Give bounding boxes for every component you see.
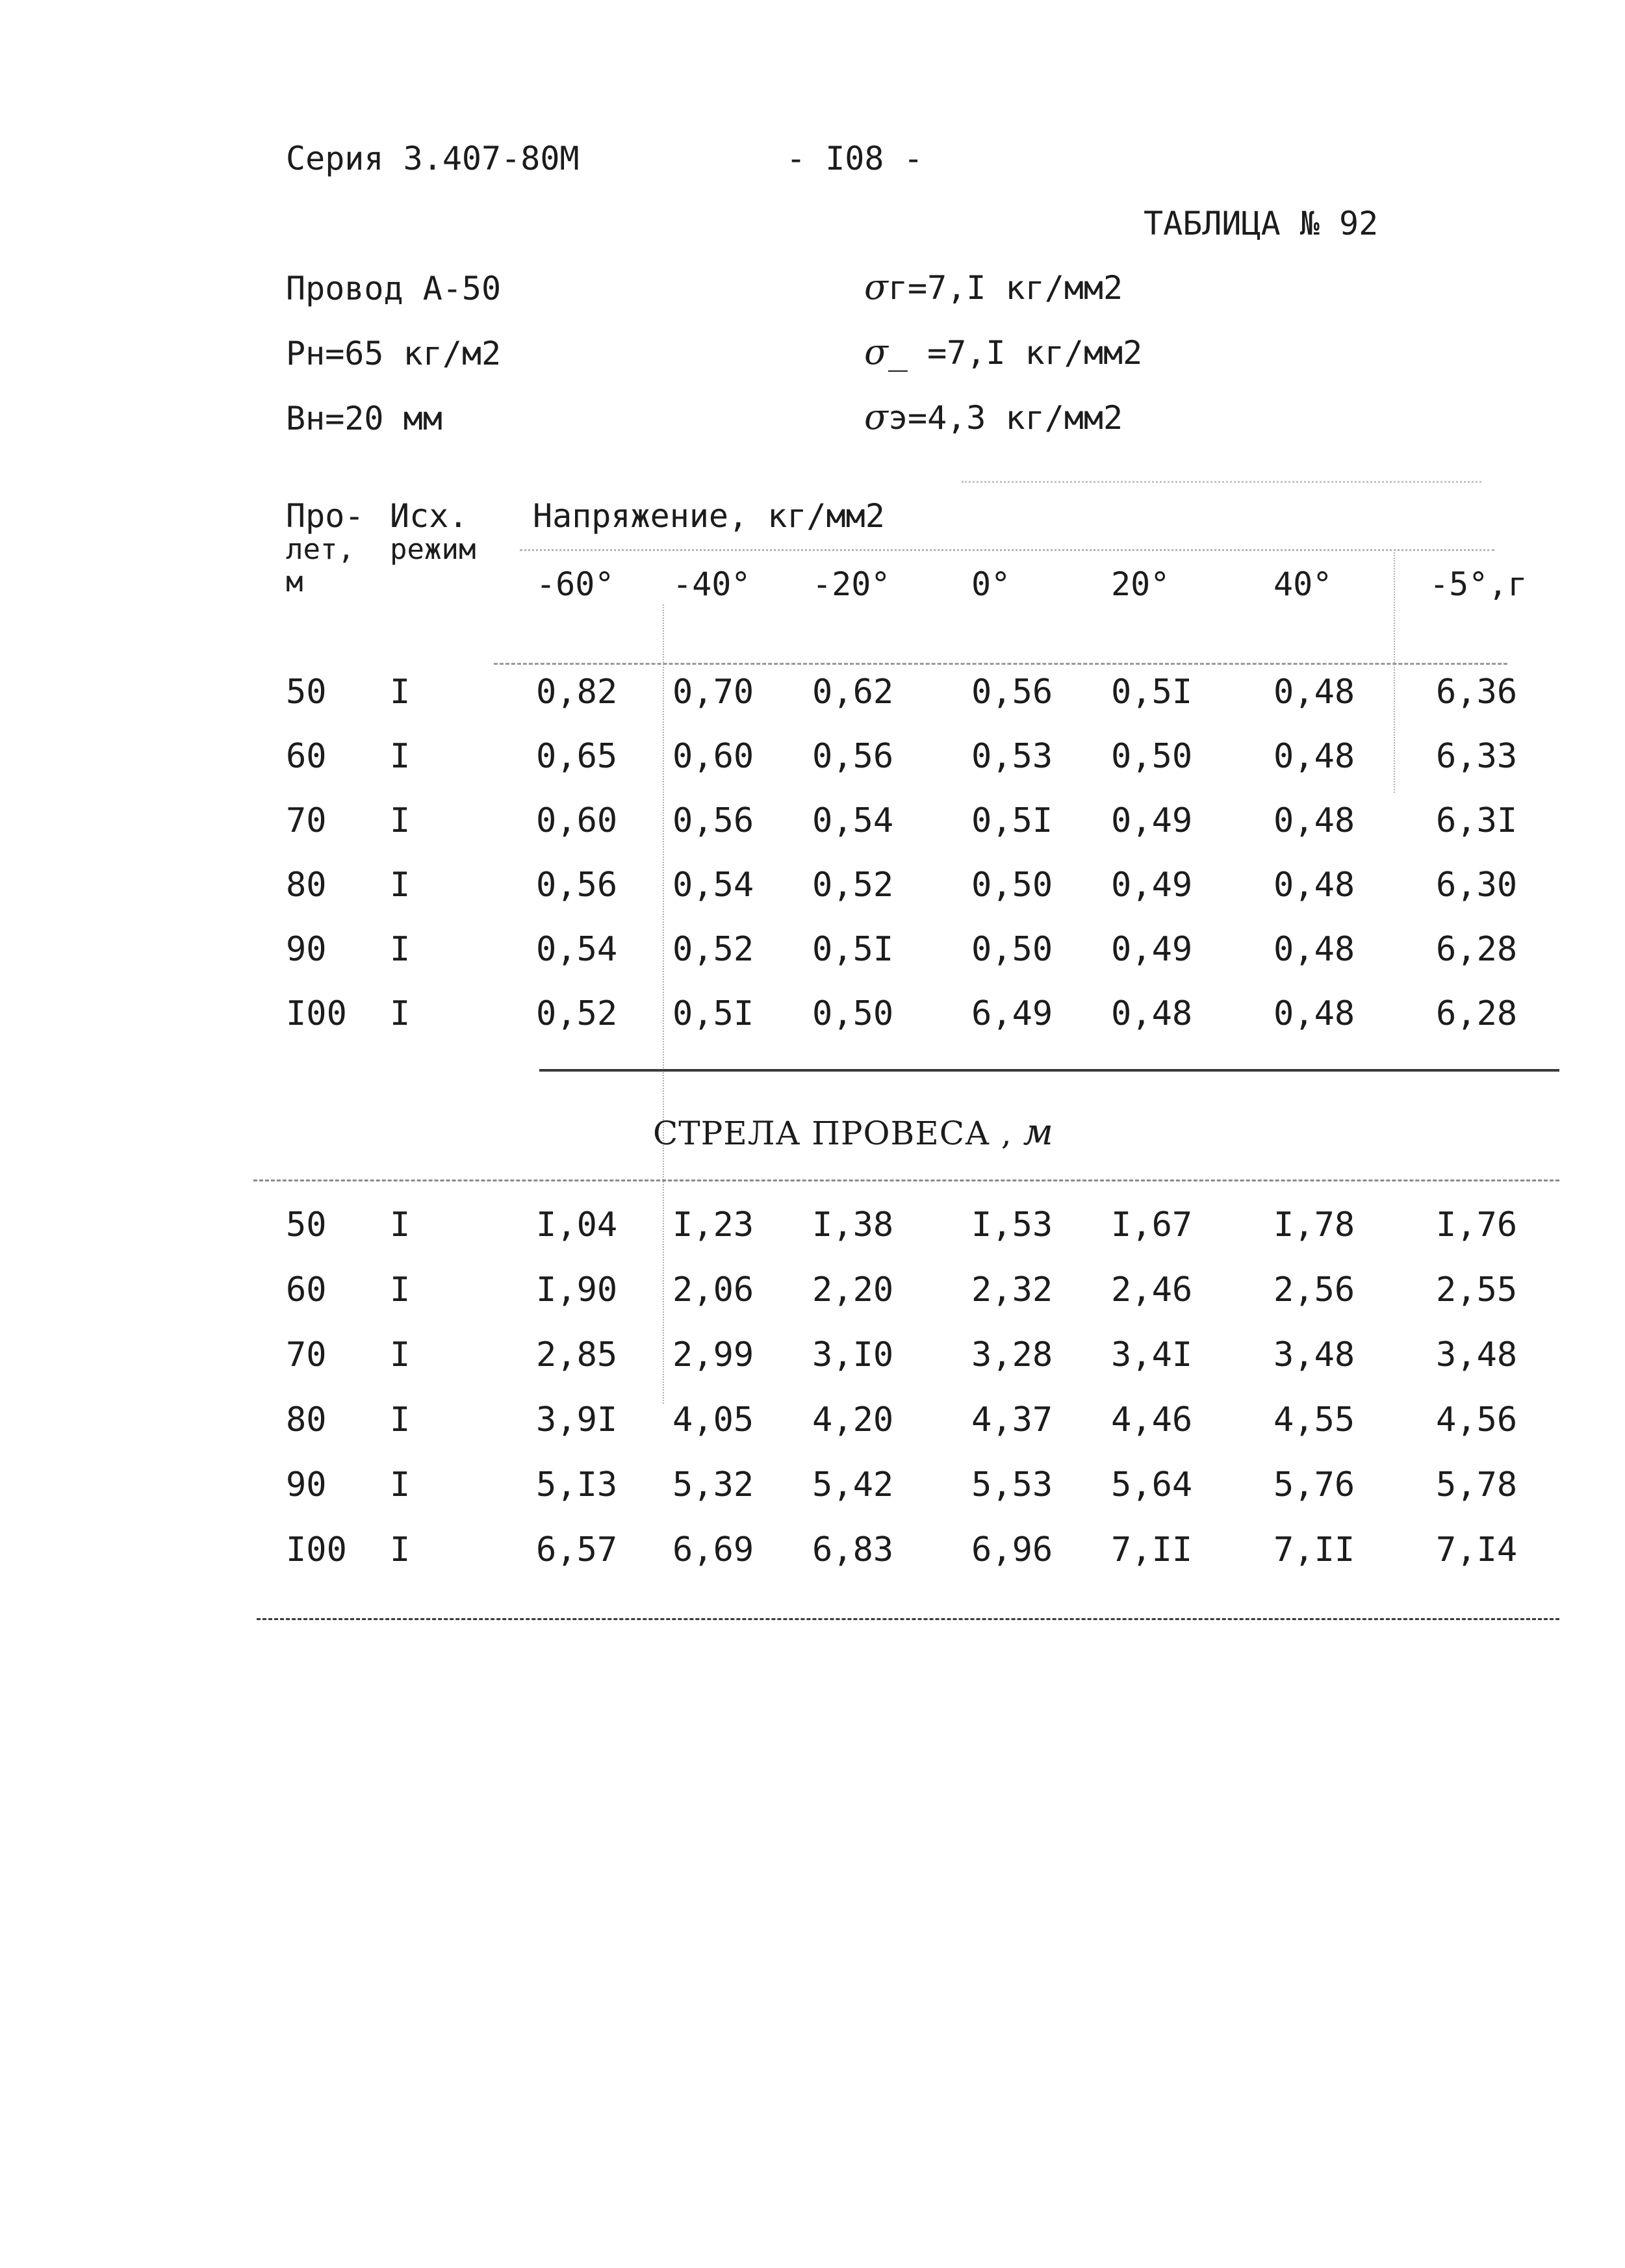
value-cell: 6,28 [1436, 994, 1518, 1033]
value-cell: 6,30 [1436, 866, 1518, 905]
value-cell: 7,II [1111, 1530, 1193, 1569]
value-cell: 7,I4 [1436, 1530, 1518, 1569]
value-cell: 5,32 [672, 1465, 754, 1504]
value-cell: 7,II [1273, 1530, 1355, 1569]
span-cell: 50 [286, 673, 327, 712]
value-cell: I,90 [536, 1270, 618, 1309]
table-row [0, 1465, 1625, 1517]
param-wire: Провод А-50 [286, 270, 502, 307]
value-cell: I,04 [536, 1205, 618, 1244]
temp-header: -5°,г [1429, 565, 1528, 603]
sag-table-top-rule [253, 1179, 1559, 1181]
value-cell: 0,5I [812, 930, 894, 969]
value-cell: 0,48 [1273, 866, 1355, 905]
table-row [0, 673, 1625, 725]
param-sigma-minus-text: _ =7,I кг/мм2 [888, 334, 1143, 372]
temp-header: -60° [536, 565, 615, 603]
value-cell: 0,49 [1111, 930, 1193, 969]
value-cell: 6,3I [1436, 801, 1518, 840]
value-cell: 4,56 [1436, 1400, 1518, 1439]
mode-cell: I [390, 801, 411, 840]
table-row [0, 1400, 1625, 1452]
value-cell: 0,48 [1273, 737, 1355, 776]
value-cell: 0,50 [1111, 737, 1193, 776]
value-cell: 3,I0 [812, 1335, 894, 1374]
faint-rule [962, 481, 1481, 483]
sigma-symbol: σ [864, 266, 888, 307]
mode-cell: I [390, 994, 411, 1033]
value-cell: 0,48 [1273, 930, 1355, 969]
value-cell: 0,50 [971, 866, 1053, 905]
value-cell: 0,54 [672, 866, 754, 905]
temp-header: -20° [812, 565, 891, 603]
mode-cell: I [390, 930, 411, 969]
sag-unit: м [1023, 1111, 1054, 1153]
value-cell: 0,56 [812, 737, 894, 776]
stress-table-bottom-rule [539, 1069, 1559, 1072]
mode-cell: I [390, 737, 411, 776]
param-sigma-g [864, 266, 1123, 307]
header-group-label: Напряжение, кг/мм2 [533, 497, 885, 535]
span-cell: 80 [286, 866, 327, 905]
param-load: Рн=65 кг/м2 [286, 335, 502, 372]
value-cell: 6,28 [1436, 930, 1518, 969]
value-cell: 4,37 [971, 1400, 1053, 1439]
param-sigma-e-text: э=4,3 кг/мм2 [888, 399, 1123, 437]
value-cell: 0,48 [1273, 994, 1355, 1033]
value-cell: 2,56 [1273, 1270, 1355, 1309]
value-cell: 0,53 [971, 737, 1053, 776]
mode-cell: I [390, 1530, 411, 1569]
span-cell: I00 [286, 1530, 347, 1569]
value-cell: 5,76 [1273, 1465, 1355, 1504]
value-cell: 3,48 [1436, 1335, 1518, 1374]
value-cell: 6,33 [1436, 737, 1518, 776]
table-title: ТАБЛИЦА № 92 [1144, 205, 1379, 242]
sag-section-title [653, 1111, 1054, 1153]
value-cell: 0,52 [812, 866, 894, 905]
span-cell: 70 [286, 1335, 327, 1374]
value-cell: 2,06 [672, 1270, 754, 1309]
value-cell: 6,96 [971, 1530, 1053, 1569]
value-cell: 5,78 [1436, 1465, 1518, 1504]
value-cell: 5,42 [812, 1465, 894, 1504]
value-cell: 0,82 [536, 673, 618, 712]
value-cell: 0,54 [536, 930, 618, 969]
value-cell: 5,64 [1111, 1465, 1193, 1504]
mode-cell: I [390, 1465, 411, 1504]
value-cell: 0,56 [971, 673, 1053, 712]
value-cell: I,78 [1273, 1205, 1355, 1244]
value-cell: I,67 [1111, 1205, 1193, 1244]
value-cell: 0,50 [971, 930, 1053, 969]
value-cell: 4,46 [1111, 1400, 1193, 1439]
value-cell: 0,52 [536, 994, 618, 1033]
value-cell: 0,56 [672, 801, 754, 840]
table-row [0, 994, 1625, 1046]
header-bottom-rule [494, 663, 1507, 665]
value-cell: 0,50 [812, 994, 894, 1033]
value-cell: 0,56 [536, 866, 618, 905]
value-cell: 4,20 [812, 1400, 894, 1439]
series-label: Серия 3.407-80М [286, 140, 580, 177]
span-cell: 60 [286, 1270, 327, 1309]
value-cell: 3,28 [971, 1335, 1053, 1374]
param-sigma-minus [864, 331, 1142, 372]
span-cell: 80 [286, 1400, 327, 1439]
mode-cell: I [390, 1205, 411, 1244]
value-cell: 2,46 [1111, 1270, 1193, 1309]
sag-table-bottom-rule [257, 1618, 1559, 1620]
value-cell: 0,49 [1111, 801, 1193, 840]
value-cell: 0,5I [1111, 673, 1193, 712]
param-ice: Вн=20 мм [286, 400, 442, 437]
value-cell: 0,48 [1273, 673, 1355, 712]
table-row [0, 1270, 1625, 1322]
value-cell: 6,83 [812, 1530, 894, 1569]
page-number: - I08 - [786, 140, 923, 177]
value-cell: I,53 [971, 1205, 1053, 1244]
mode-cell: I [390, 1335, 411, 1374]
value-cell: 5,53 [971, 1465, 1053, 1504]
table-row [0, 1530, 1625, 1582]
temp-header: 20° [1111, 565, 1170, 603]
value-cell: I,76 [1436, 1205, 1518, 1244]
mode-cell: I [390, 1400, 411, 1439]
sigma-symbol: σ [864, 396, 888, 437]
value-cell: 0,52 [672, 930, 754, 969]
temp-header: 40° [1273, 565, 1333, 603]
param-sigma-e [864, 396, 1123, 437]
value-cell: 0,62 [812, 673, 894, 712]
span-cell: 90 [286, 930, 327, 969]
value-cell: 2,55 [1436, 1270, 1518, 1309]
value-cell: 6,69 [672, 1530, 754, 1569]
value-cell: 2,32 [971, 1270, 1053, 1309]
temp-header: 0° [971, 565, 1011, 603]
value-cell: 3,9I [536, 1400, 618, 1439]
value-cell: 0,60 [672, 737, 754, 776]
value-cell: 0,5I [672, 994, 754, 1033]
header-span-3: м [286, 565, 303, 599]
table-row [0, 930, 1625, 982]
header-group-rule [520, 549, 1494, 551]
value-cell: 3,4I [1111, 1335, 1193, 1374]
sigma-symbol: σ [864, 331, 888, 372]
value-cell: 0,5I [971, 801, 1053, 840]
sag-title-text: СТРЕЛА ПРОВЕСА , [653, 1115, 1012, 1152]
span-cell: 90 [286, 1465, 327, 1504]
table-row [0, 1205, 1625, 1257]
span-cell: I00 [286, 994, 347, 1033]
value-cell: 0,48 [1273, 801, 1355, 840]
value-cell: 0,54 [812, 801, 894, 840]
value-cell: 6,36 [1436, 673, 1518, 712]
value-cell: 4,55 [1273, 1400, 1355, 1439]
value-cell: 0,60 [536, 801, 618, 840]
mode-cell: I [390, 1270, 411, 1309]
table-row [0, 866, 1625, 918]
value-cell: 0,48 [1111, 994, 1193, 1033]
table-row [0, 801, 1625, 853]
value-cell: 0,65 [536, 737, 618, 776]
temp-header: -40° [672, 565, 751, 603]
value-cell: 2,99 [672, 1335, 754, 1374]
span-cell: 60 [286, 737, 327, 776]
value-cell: 0,49 [1111, 866, 1193, 905]
mode-cell: I [390, 866, 411, 905]
span-cell: 50 [286, 1205, 327, 1244]
param-sigma-g-text: г=7,I кг/мм2 [888, 269, 1123, 307]
header-span-1: Про- [286, 497, 365, 535]
value-cell: 6,57 [536, 1530, 618, 1569]
value-cell: 2,85 [536, 1335, 618, 1374]
table-row [0, 737, 1625, 789]
mode-cell: I [390, 673, 411, 712]
value-cell: 6,49 [971, 994, 1053, 1033]
value-cell: 4,05 [672, 1400, 754, 1439]
value-cell: 3,48 [1273, 1335, 1355, 1374]
value-cell: 5,I3 [536, 1465, 618, 1504]
span-cell: 70 [286, 801, 327, 840]
value-cell: I,23 [672, 1205, 754, 1244]
value-cell: 2,20 [812, 1270, 894, 1309]
header-mode-2: режим [390, 533, 476, 566]
header-mode-1: Исх. [390, 497, 468, 535]
value-cell: I,38 [812, 1205, 894, 1244]
value-cell: 0,70 [672, 673, 754, 712]
header-span-2: лет, [286, 533, 355, 566]
table-row [0, 1335, 1625, 1387]
